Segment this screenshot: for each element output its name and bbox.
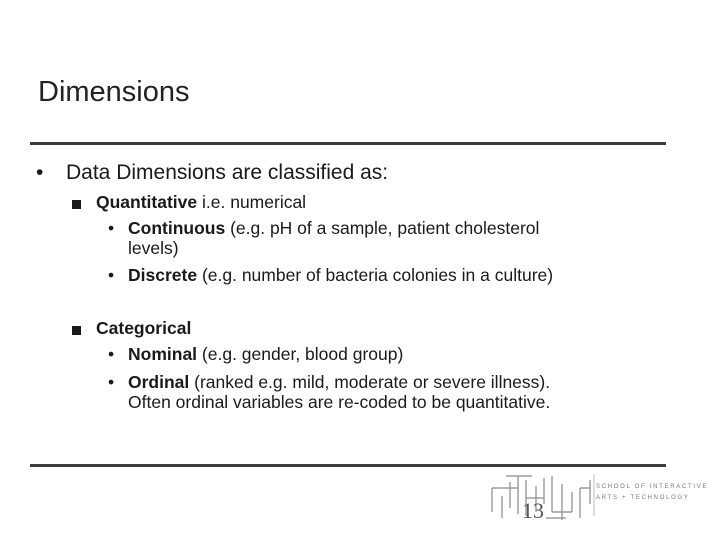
bottom-divider: [30, 464, 666, 467]
bullet-icon: •: [36, 161, 44, 184]
intro-bold: Data Dimensions: [66, 161, 226, 184]
logo-text-line1: SCHOOL OF INTERACTIVE: [596, 484, 709, 490]
page-number: 13: [522, 498, 544, 523]
bullet-icon: •: [108, 344, 115, 364]
square-bullet-icon: [72, 326, 81, 335]
group-heading-quantitative: Quantitative i.e. numerical: [96, 192, 307, 212]
bullet-icon: •: [108, 265, 115, 285]
intro-rest: are classified as:: [225, 161, 389, 184]
list-item-ordinal: • Ordinal (ranked e.g. mild, moderate or severe illness). Often ordinal variables are re-coded to be quantitative.: [108, 372, 551, 412]
list-item-nominal: • Nominal (e.g. gender, blood group): [108, 344, 404, 364]
intro-text: [66, 160, 388, 186]
square-bullet-icon: [72, 200, 81, 209]
list-item-continuous: • Continuous (e.g. pH of a sample, patient cholesterol levels): [108, 218, 540, 258]
group-heading-categorical: Categorical: [96, 318, 192, 338]
bullet-icon: •: [108, 372, 115, 392]
bullet-icon: •: [108, 218, 115, 238]
top-divider: [30, 142, 666, 145]
slide-title: Dimensions: [38, 76, 190, 108]
logo-text-line2: ARTS + TECHNOLOGY: [596, 495, 690, 501]
list-item-discrete: • Discrete (e.g. number of bacteria colonies in a culture): [108, 265, 554, 285]
